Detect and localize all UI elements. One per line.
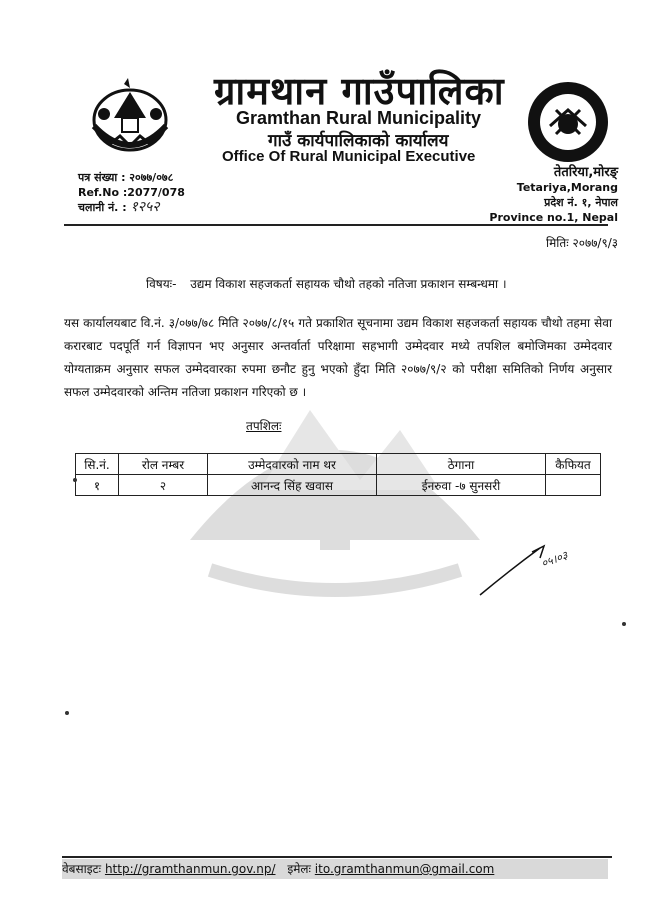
signature-note: ०५।०३ (539, 548, 570, 571)
reference-block (78, 170, 185, 215)
website-link[interactable]: http://gramthanmun.gov.np/ (104, 862, 276, 876)
scan-speck (622, 622, 626, 626)
address-block (489, 165, 618, 225)
nepal-emblem-icon (84, 74, 176, 160)
col-roll: रोल नम्बर (119, 454, 208, 475)
ref-number: Ref.No :2077/078 (78, 186, 185, 199)
cell-name: आनन्द सिंह खवास (208, 475, 377, 496)
province-nepali: प्रदेश नं. १, नेपाल (544, 196, 618, 209)
col-name: उम्मेदवारको नाम थर (208, 454, 377, 475)
municipality-title-english: Gramthan Rural Municipality (236, 108, 482, 128)
dispatch-number (78, 200, 185, 215)
dispatch-label: चलानी नं. : (78, 201, 127, 214)
signature-mark (470, 540, 600, 600)
website-label: वेबसाइटः (62, 862, 102, 876)
details-heading: तपशिलः (246, 419, 282, 433)
place-nepali: तेतरिया,मोरङ् (553, 165, 618, 180)
col-serial: सि.नं. (76, 454, 119, 475)
stay-home-stamp-icon (526, 80, 610, 164)
footer-bar (62, 859, 608, 879)
document-date: मितिः २०७७/९/३ (546, 236, 618, 250)
cell-serial: १ (76, 475, 119, 496)
scan-speck (73, 478, 77, 482)
subject-label: विषयः- (146, 277, 177, 291)
footer-divider (62, 856, 612, 858)
office-subtitle-english: Office Of Rural Municipal Executive (222, 148, 476, 165)
col-remarks: कैफियत (546, 454, 601, 475)
office-subtitle-nepali: गाउँ कार्यपालिकाको कार्यालय (268, 131, 449, 151)
subject-text: उद्यम विकाश सहजकर्ता सहायक चौथो तहको नतिजा प्रकाशन सम्बन्धमा । (190, 277, 507, 291)
scan-speck (65, 711, 69, 715)
notice-body: यस कार्यालयबाट वि.नं. ३/०७७/७८ मिति २०७७/८/१५ गते प्रकाशित सूचनामा उद्यम विकाश सहजकर्ता सहायक चौथो तहमा सेवा करारबाट पदपूर्ति गर्न विज्ञापन भए अनुसार अन्तर्वार्ता परिक्षामा सहभागी उम्मेदवार मध्ये तपशिल बमोजिमका उम्मेदवार योग्यताक्रम अनुसार सफल उम्मेदवारका रुपमा छनौट हुनु भएको हुँदा मिति २०७७/९/२ को परीक्षा समितिको निर्णय अनुसार सफल उम्मेदवारको अन्तिम नतिजा प्रकाशन गरिएको छ । (64, 316, 612, 399)
place-english: Tetariya,Morang (516, 181, 618, 194)
municipality-title-nepali: ग्रामथान गाउँपालिका (214, 69, 505, 113)
cell-address: ईनरुवा -७ सुनसरी (377, 475, 546, 496)
table-row (76, 475, 601, 496)
header-divider (64, 224, 608, 226)
letter-number: पत्र संख्या : २०७७/०७८ (78, 171, 174, 184)
cell-roll: २ (119, 475, 208, 496)
email-label: इमेलः (287, 862, 311, 876)
cell-remarks (546, 475, 601, 496)
dispatch-value: १२५२ (130, 199, 160, 215)
table-header-row (76, 454, 601, 475)
province-english: Province no.1, Nepal (489, 211, 618, 224)
col-address: ठेगाना (377, 454, 546, 475)
subject-line (146, 275, 507, 292)
results-table (75, 453, 601, 496)
email-link[interactable]: ito.gramthanmun@gmail.com (314, 862, 495, 876)
